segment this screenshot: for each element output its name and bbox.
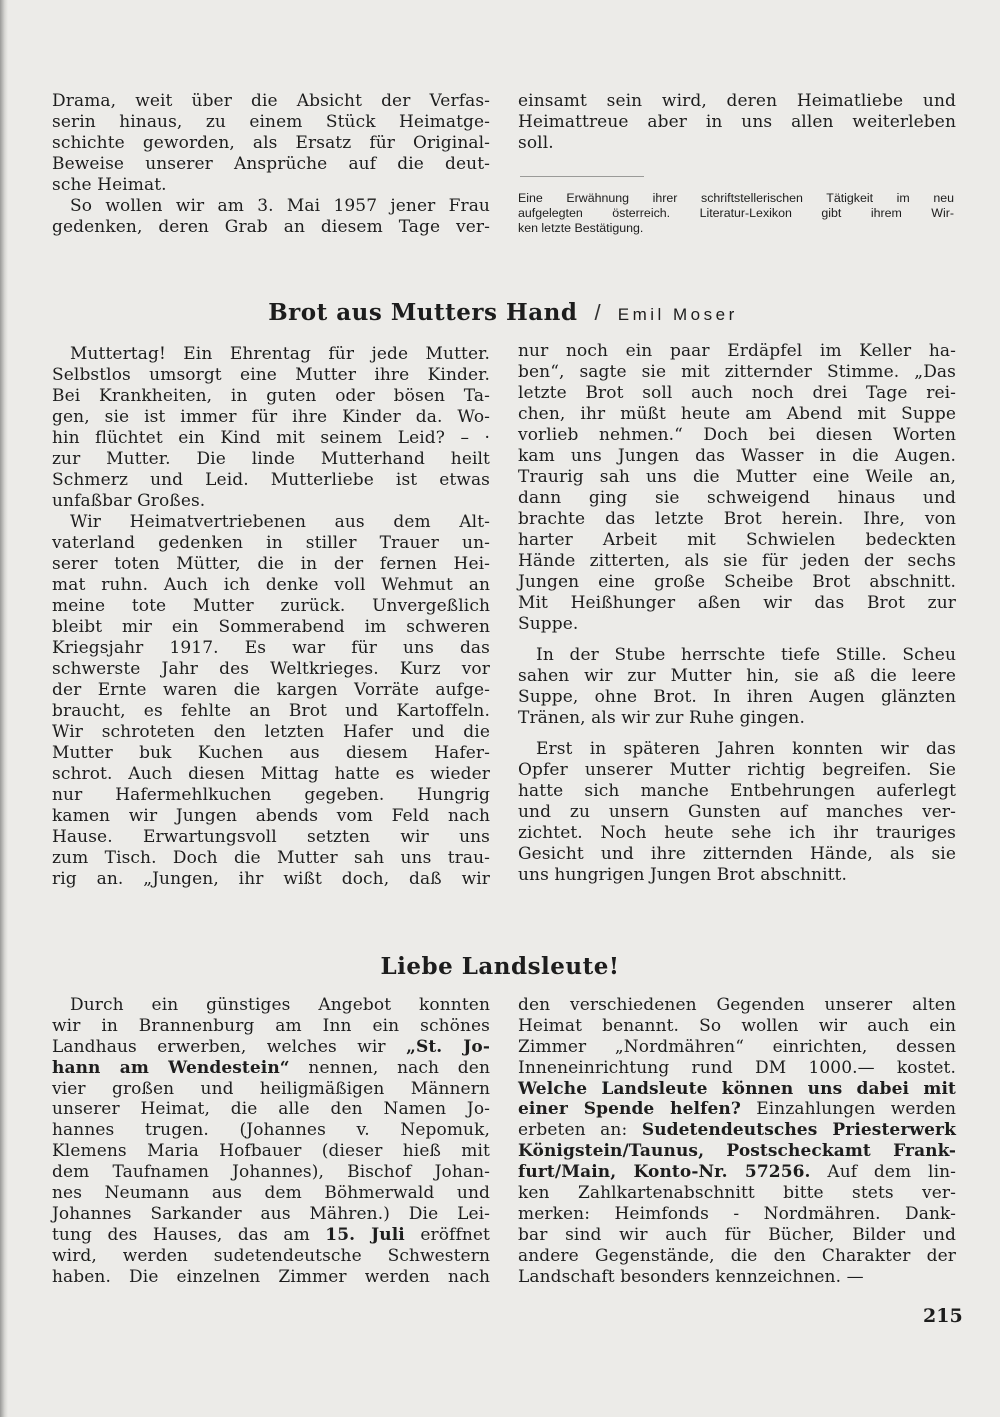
text-line: sche Heimat. (52, 175, 167, 195)
text-line: zur Mutter. Die linde Mutterhand heilt (52, 449, 490, 469)
text-line: Tränen, als wir zur Ruhe gingen. (518, 708, 805, 728)
text-line: mat ruhn. Auch ich denke voll Wehmut an (52, 575, 490, 595)
landsleute-right-column (518, 995, 956, 1287)
text-line: kamen wir Jungen abends vom Feld nach (52, 806, 490, 826)
text-span: nennen, nach den (289, 1057, 490, 1078)
paragraph (518, 341, 956, 635)
text-line: braucht, es fehlte an Brot und Kartoffeln. (52, 701, 490, 721)
text-line: Klemens Maria Hofbauer (dieser hieß mit (52, 1141, 490, 1162)
text-span: erbeten an: (518, 1120, 642, 1141)
text-line (518, 1079, 956, 1100)
text-line: chen, ihr müßt heute am Abend mit Suppe (518, 404, 956, 424)
text-line: gen, sie ist immer für ihre Kinder da. Wo- (52, 407, 490, 427)
text-line: dem Taufnamen Johannes), Bischof Johan- (52, 1162, 490, 1183)
text-line: nur Hafermehlkuchen gegeben. Hungrig (52, 785, 490, 805)
text-span: Landhaus erwerben, welches wir (52, 1036, 407, 1057)
text-line: gedenken, deren Grab an diesem Tage ver- (52, 217, 490, 237)
article-heading-brot (0, 299, 1000, 326)
text-line: sahen wir zur Mutter hin, sie aß die leere (518, 666, 956, 686)
text-line: schrot. Auch diesen Mittag hatte es wieder (52, 764, 490, 784)
text-line: bleibt mir ein Sommerabend im schweren (52, 617, 490, 637)
text-line: Opfer unserer Mutter richtig begreifen. Sie (518, 760, 956, 780)
text-line: brachte das letzte Brot herein. Ihre, von (518, 509, 956, 529)
text-line: ken letzte Bestätigung. (518, 221, 644, 235)
text-line (52, 1037, 490, 1058)
text-line: hin flüchtet ein Kind mit seinem Leid? – · (52, 428, 490, 448)
text-line (52, 1225, 490, 1246)
text-line: Hände zitterten, als sie für jeden der sechs (518, 551, 956, 571)
text-line: Selbstlos umsorgt eine Mutter ihre Kinder. (52, 365, 490, 385)
bold-text: „St. Jo- (406, 1036, 491, 1057)
text-line: wir in Brannenburg am Inn ein schönes (52, 1015, 490, 1036)
text-line: In der Stube herrschte tiefe Stille. Scheu (536, 645, 956, 665)
text-line: Kriegsjahr 1917. Es war für uns das (52, 638, 490, 658)
text-line: unserer Heimat, die alle den Namen Jo- (52, 1099, 490, 1120)
text-line: haben. Die einzelnen Zimmer werden nach (52, 1266, 490, 1287)
text-line: soll. (518, 133, 554, 153)
text-line: Eine Erwähnung ihrer schriftstellerischen Tätigkeit im neu (518, 191, 954, 205)
landsleute-left-column (52, 995, 490, 1287)
paragraph (518, 91, 956, 154)
bold-text: 15. Juli (325, 1224, 405, 1245)
text-line: vorlieb nehmen.“ Doch bei diesen Worten (518, 425, 956, 445)
text-line: Erst in späteren Jahren konnten wir das (536, 739, 956, 759)
brot-right-column (518, 341, 956, 886)
text-line: Durch ein günstiges Angebot konnten (70, 995, 490, 1015)
bold-text: furt/Main, Konto-Nr. 57256. (518, 1162, 811, 1183)
text-line: merken: Heimfonds - Nordmähren. Dank- (518, 1203, 956, 1224)
text-line: Drama, weit über die Absicht der Verfas- (52, 91, 490, 111)
text-line (518, 1162, 956, 1183)
text-line: Heimat benannt. So wollen wir auch ein (518, 1015, 956, 1036)
text-line: Beweise unserer Ansprüche auf die deut- (52, 154, 490, 174)
text-line: schwerste Jahr des Weltkrieges. Kurz vor (52, 659, 490, 679)
text-line: nes Neumann aus dem Böhmerwald und (52, 1183, 490, 1204)
paragraph (518, 645, 956, 729)
paragraph (52, 995, 490, 1287)
previous-article-right-column (518, 91, 956, 154)
text-line: dann ging sie schweigend hinaus und (518, 488, 956, 508)
text-line: zum Tisch. Doch die Mutter sah uns trau- (52, 848, 490, 868)
text-line: und zu unsern Gunsten auf manches ver- (518, 802, 956, 822)
paragraph (52, 344, 490, 512)
page-edge-shadow (0, 0, 8, 1417)
text-line: vier großen und heiligmäßigen Männern (52, 1078, 490, 1099)
text-span: Auf dem lin- (810, 1162, 956, 1183)
text-line: bar sind wir auch für Bücher, Bilder und (518, 1224, 956, 1245)
footnote (518, 191, 954, 236)
article-author: Emil Moser (617, 305, 738, 324)
text-line: letzte Brot soll auch noch drei Tage rei- (518, 383, 956, 403)
paragraph (518, 191, 954, 236)
text-line: serin hinaus, zu einem Stück Heimatge- (52, 112, 490, 132)
text-line: hannes trugen. (Johannes v. Nepomuk, (52, 1120, 490, 1141)
text-line: Mit Heißhunger aßen wir das Brot zur (518, 593, 956, 613)
bold-text: Sudetendeutsches Priesterwerk (641, 1120, 956, 1141)
text-line: unfaßbar Großes. (52, 491, 206, 511)
text-line: Hause. Erwartungsvoll setzten wir uns (52, 827, 490, 847)
text-line: nur noch ein paar Erdäpfel im Keller ha- (518, 341, 956, 361)
text-line: der Ernte waren die kargen Vorräte aufge- (52, 680, 490, 700)
text-line: Mutter buk Kuchen aus diesem Hafer- (52, 743, 490, 763)
text-line: Traurig sah uns die Mutter eine Weile an, (518, 467, 956, 487)
text-line (518, 1120, 956, 1141)
paragraph (52, 512, 490, 890)
text-line: Landschaft besonders kennzeichnen. — (518, 1266, 864, 1287)
text-line: Heimattreue aber in uns allen weiterleben (518, 112, 956, 132)
paragraph (518, 995, 956, 1287)
page-number: 215 (923, 1305, 963, 1327)
text-line: zichtet. Noch heute sehe ich ihr trauriges (518, 823, 956, 843)
text-line: Jungen eine große Scheibe Brot abschnitt. (518, 572, 956, 592)
previous-article-left-column (52, 91, 490, 238)
text-line: Schmerz und Leid. Mutterliebe ist etwas (52, 470, 490, 490)
article-title-landsleute: Liebe Landsleute! (380, 953, 620, 980)
text-line: So wollen wir am 3. Mai 1957 jener Frau (70, 196, 490, 216)
title-separator: / (594, 300, 601, 325)
text-line: serer toten Mütter, die in der fernen Hei- (52, 554, 490, 574)
text-line: ben“, sagte sie mit zitternder Stimme. „Das (518, 362, 956, 382)
text-line: ken Zahlkartenabschnitt bitte stets ver- (518, 1183, 956, 1204)
brot-left-column (52, 344, 490, 890)
article-title: Brot aus Mutters Hand (268, 299, 578, 326)
text-line: harter Arbeit mit Schwielen bedeckten (518, 530, 956, 550)
text-span: Einzahlungen werden (740, 1099, 956, 1120)
paragraph (52, 196, 490, 238)
text-line: andere Gegenstände, die den Charakter der (518, 1245, 956, 1266)
text-span: eröffnet (404, 1224, 490, 1245)
text-line (518, 1141, 956, 1162)
text-line: Wir Heimatvertriebenen aus dem Alt- (70, 512, 490, 532)
bold-text: Welche Landsleute können uns dabei mit (518, 1078, 956, 1099)
text-line: aufgelegten österreich. Literatur-Lexikon gibt ihrem Wir- (518, 206, 954, 220)
text-line: Inneneinrichtung rund DM 1000.— kostet. (518, 1057, 956, 1078)
text-line: Gesicht und ihre zitternden Hände, als sie (518, 844, 956, 864)
text-line: vaterland gedenken in stiller Trauer un- (52, 533, 490, 553)
paragraph (518, 739, 956, 886)
text-line: hatte sich manche Entbehrungen auferlegt (518, 781, 956, 801)
text-line: schichte geworden, als Ersatz für Original- (52, 133, 490, 153)
text-line: Zimmer „Nordmähren“ einrichten, dessen (518, 1036, 956, 1057)
text-line: uns hungrigen Jungen Brot abschnitt. (518, 865, 847, 885)
bold-text: einer Spende helfen? (518, 1099, 741, 1120)
text-line: wird, werden sudetendeutsche Schwestern (52, 1245, 490, 1266)
text-span: tung des Hauses, das am (52, 1224, 326, 1245)
text-line: Muttertag! Ein Ehrentag für jede Mutter. (70, 344, 490, 364)
text-line: den verschiedenen Gegenden unserer alten (518, 995, 956, 1015)
paragraph (52, 91, 490, 196)
text-line: Suppe, ohne Brot. In ihren Augen glänzten (518, 687, 956, 707)
text-line: Suppe. (518, 614, 579, 634)
text-line (518, 1099, 956, 1120)
text-line: rig an. „Jungen, ihr wißt doch, daß wir (52, 869, 490, 889)
text-line: meine tote Mutter zurück. Unvergeßlich (52, 596, 490, 616)
text-line: Johannes Sarkander aus Mähren.) Die Lei- (52, 1203, 490, 1224)
footnote-divider (520, 176, 644, 177)
bold-text: Königstein/Taunus, Postscheckamt Frank- (518, 1141, 956, 1162)
bold-text: hann am Wendestein“ (52, 1057, 290, 1078)
text-line: kam uns Jungen das Wasser in die Augen. (518, 446, 956, 466)
text-line: einsamt sein wird, deren Heimatliebe und (518, 91, 956, 111)
text-line (52, 1058, 490, 1079)
text-line: Wir schroteten den letzten Hafer und die (52, 722, 490, 742)
text-line: Bei Krankheiten, in guten oder bösen Ta- (52, 386, 490, 406)
